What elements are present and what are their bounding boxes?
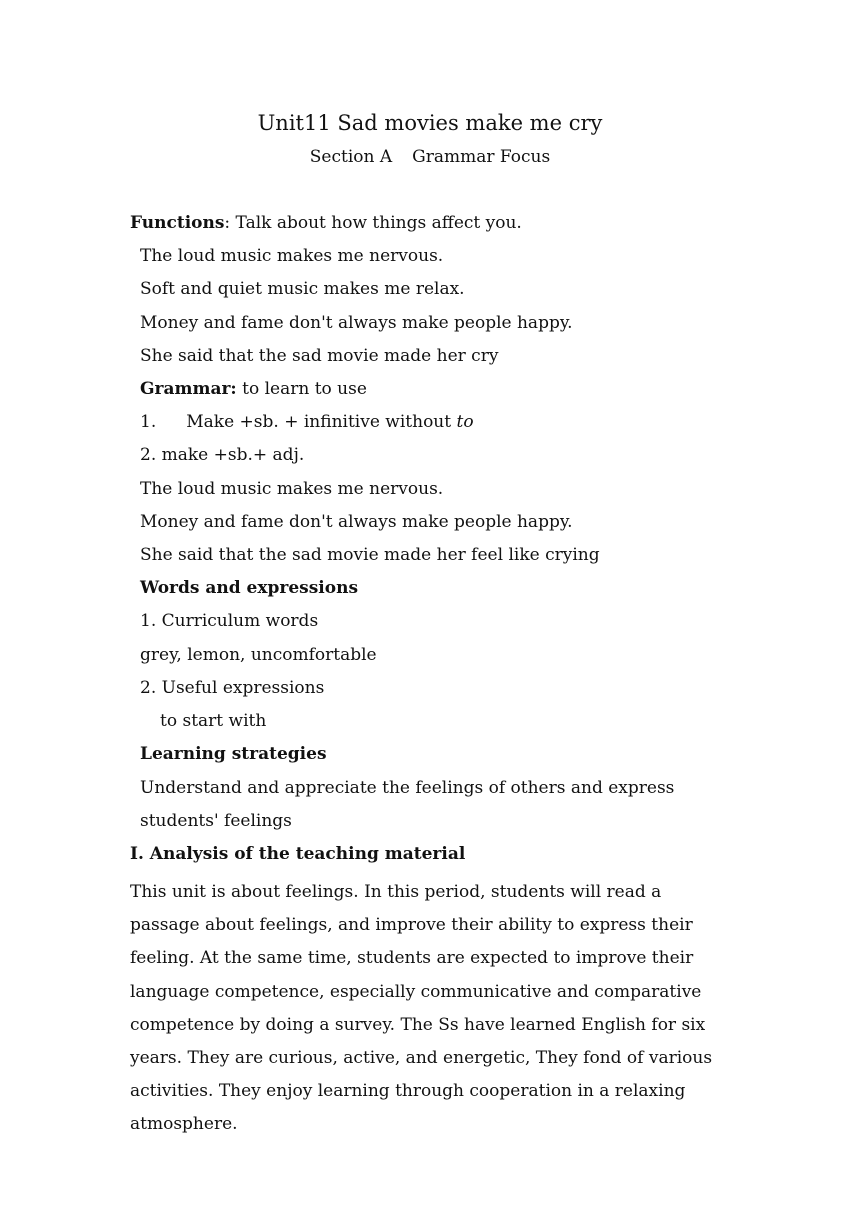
useful-expressions-list: to start with bbox=[160, 711, 267, 731]
document-subtitle bbox=[0, 145, 860, 169]
functions-line bbox=[130, 211, 522, 235]
grammar-example-3: She said that the sad movie made her feel like crying bbox=[140, 545, 600, 565]
grammar-point-1 bbox=[140, 410, 474, 434]
function-example-1: The loud music makes me nervous. bbox=[140, 246, 444, 266]
function-example-2: Soft and quiet music makes me relax. bbox=[140, 279, 465, 299]
grammar-line bbox=[140, 377, 367, 401]
grammar-example-1: The loud music makes me nervous. bbox=[140, 479, 444, 499]
analysis-paragraph: This unit is about feelings. In this period, students will read a passage about feelings, and improve their ability to express their feeling. At the same time, students are expected to improve their language competence, especially communicative and comparative competence by doing a survey. The Ss have learned English for six years. They are curious, active, and energetic, They fond of various activities. They enjoy learning through cooperation in a relaxing atmosphere. bbox=[130, 882, 713, 1135]
useful-expressions-label: 2. Useful expressions bbox=[140, 678, 325, 698]
grammar-point-2: 2. make +sb.+ adj. bbox=[140, 445, 305, 465]
strategies-heading: Learning strategies bbox=[140, 744, 327, 764]
functions-text: : Talk about how things affect you. bbox=[224, 213, 522, 233]
document-title: Unit11 Sad movies make me cry bbox=[257, 111, 603, 135]
grammar-point-1-number: 1. bbox=[140, 412, 157, 432]
grammar-text: to learn to use bbox=[236, 379, 367, 399]
subtitle-section: Section A bbox=[309, 147, 393, 167]
curriculum-words-list: grey, lemon, uncomfortable bbox=[140, 645, 377, 665]
curriculum-words-label: 1. Curriculum words bbox=[140, 611, 319, 631]
analysis-heading: I. Analysis of the teaching material bbox=[130, 844, 466, 864]
grammar-point-1-text: Make +sb. + infinitive without bbox=[186, 412, 457, 432]
functions-label: Functions bbox=[130, 213, 225, 233]
function-example-3: Money and fame don't always make people happy. bbox=[140, 313, 573, 333]
strategies-line-1: Understand and appreciate the feelings of others and express bbox=[140, 778, 675, 798]
grammar-example-2: Money and fame don't always make people happy. bbox=[140, 512, 573, 532]
grammar-point-1-emphasis: to bbox=[456, 412, 474, 432]
grammar-label: Grammar: bbox=[140, 379, 237, 399]
strategies-line-2: students' feelings bbox=[140, 811, 292, 831]
subtitle-topic: Grammar Focus bbox=[412, 147, 551, 167]
words-heading: Words and expressions bbox=[140, 578, 359, 598]
function-example-4: She said that the sad movie made her cry bbox=[140, 346, 499, 366]
